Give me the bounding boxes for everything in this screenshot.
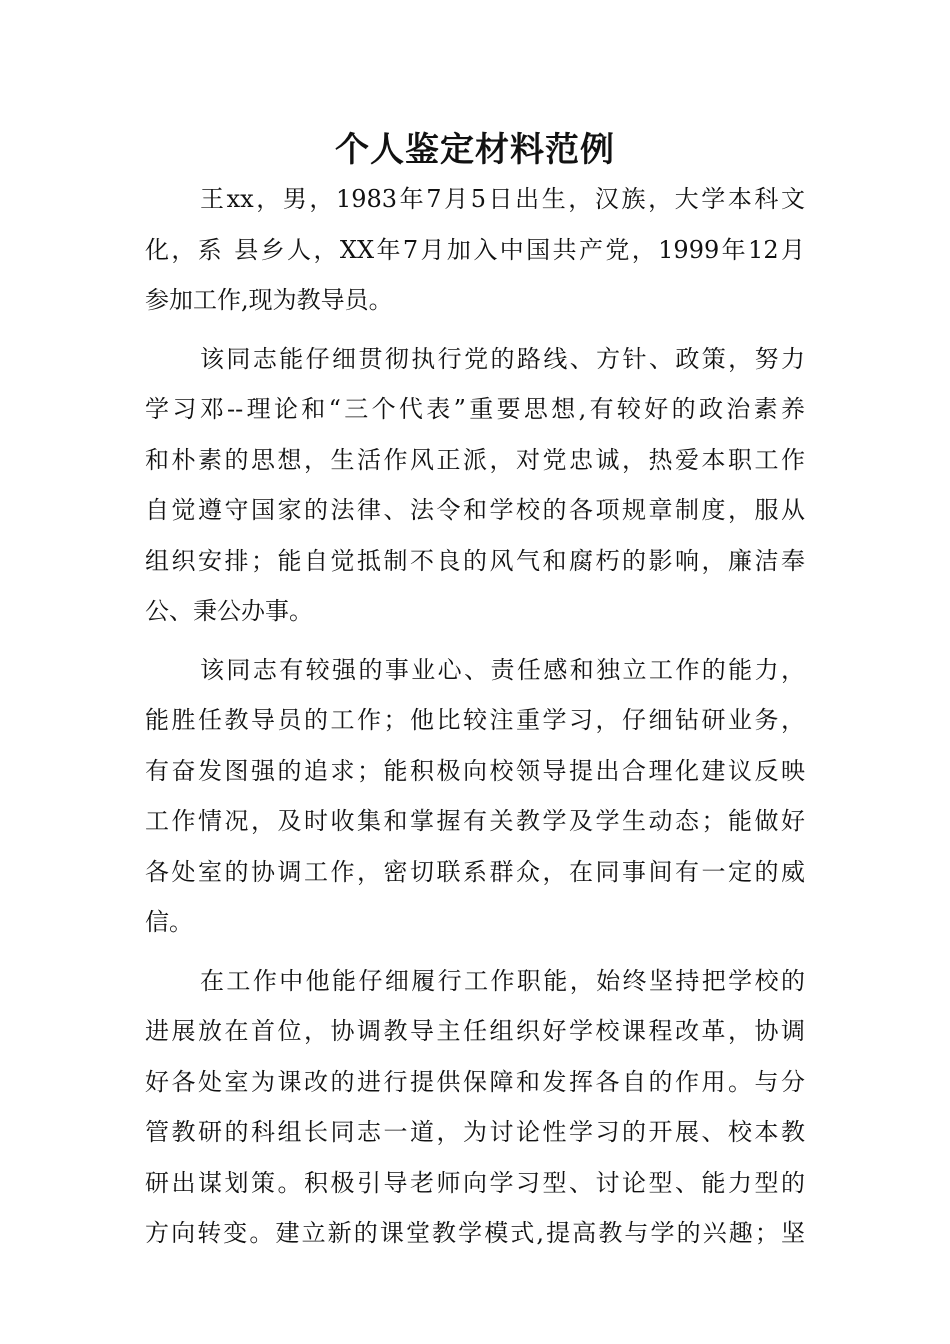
text-line: 该同志能仔细贯彻执行党的路线、方针、政策，努力 [200, 344, 805, 373]
text-line: 研出谋划策。积极引导老师向学习型、讨论型、能力型的 [145, 1168, 805, 1197]
document-title: 个人鉴定材料范例 [335, 130, 615, 170]
text-line: 王xx，男，1983年7月5日出生，汉族，大学本科文 [200, 185, 805, 213]
document-body [145, 174, 805, 1259]
paragraph-2 [145, 334, 805, 637]
text-line: 学习邓--理论和“三个代表”重要思想,有较好的政治素养 [145, 395, 805, 423]
text-line: 化，系 县乡人，XX年7月加入中国共产党，1999年12月 [145, 235, 805, 264]
text-line: 该同志有较强的事业心、责任感和独立工作的能力， [200, 655, 805, 684]
text-line: 工作情况，及时收集和掌握有关教学及学生动态；能做好 [145, 807, 805, 835]
text-line: 自觉遵守国家的法律、法令和学校的各项规章制度，服从 [145, 496, 805, 524]
text-line: 管教研的科组长同志一道，为讨论性学习的开展、校本教 [145, 1118, 805, 1146]
text-line: 在工作中他能仔细履行工作职能，始终坚持把学校的 [200, 966, 805, 995]
text-line: 有奋发图强的追求；能积极向校领导提出合理化建议反映 [145, 756, 805, 785]
paragraph-3 [145, 645, 805, 948]
text-line: 公、秉公办事。 [145, 597, 313, 625]
text-line: 各处室的协调工作，密切联系群众，在同事间有一定的威 [145, 857, 805, 886]
paragraph-4 [145, 956, 805, 1259]
text-line: 信。 [145, 908, 193, 936]
text-line: 进展放在首位，协调教导主任组织好学校课程改革，协调 [145, 1017, 805, 1045]
text-line: 方向转变。建立新的课堂教学模式,提高教与学的兴趣；坚 [145, 1219, 805, 1247]
paragraph-1 [145, 174, 805, 326]
text-line: 组织安排；能自觉抵制不良的风气和腐朽的影响，廉洁奉 [145, 546, 805, 575]
text-line: 参加工作,现为教导员。 [145, 286, 393, 314]
text-line: 好各处室为课改的进行提供保障和发挥各自的作用。与分 [145, 1067, 805, 1096]
text-line: 能胜任教导员的工作；他比较注重学习，仔细钻研业务， [145, 706, 805, 734]
text-line: 和朴素的思想，生活作风正派，对党忠诚，热爱本职工作 [145, 445, 805, 474]
